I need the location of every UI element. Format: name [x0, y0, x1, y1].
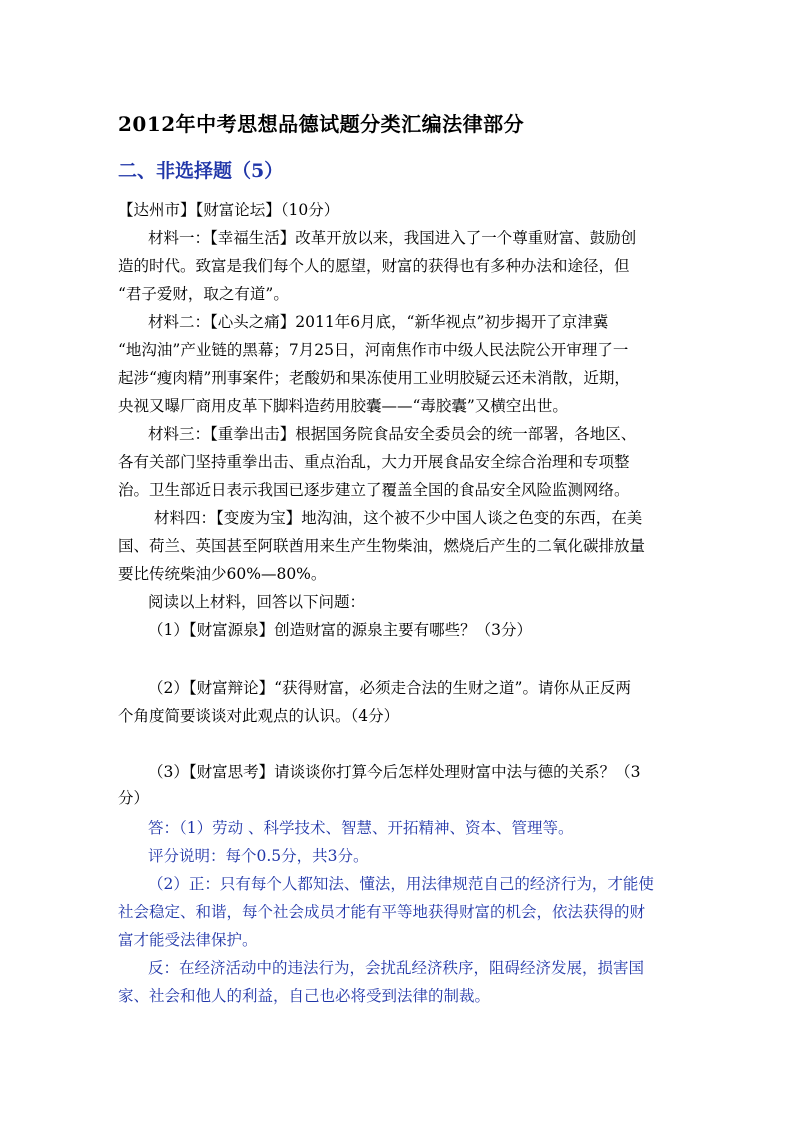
section-heading: 二、非选择题（5）	[118, 160, 284, 182]
question-3-line: 分）	[118, 789, 150, 807]
question-3-line: （3）【财富思考】请谈谈你打算今后怎样处理财富中法与德的关系？（3	[148, 763, 641, 781]
question-header: 【达州市】【财富论坛】（10分）	[118, 201, 340, 219]
scoring-note: 评分说明：每个0.5分，共3分。	[148, 847, 369, 865]
material4-line: 材料四：【变废为宝】地沟油，这个被不少中国人谈之色变的东西，在美	[154, 509, 643, 527]
material2-line: “地沟油”产业链的黑幕；7月25日，河南焦作市中级人民法院公开审理了一	[118, 341, 629, 359]
question-2-line: 个角度简要谈谈对此观点的认识。（4分）	[118, 707, 400, 725]
material1-line: 材料一：【幸福生活】改革开放以来，我国进入了一个尊重财富、鼓励创	[148, 229, 637, 247]
material3-line: 各有关部门坚持重拳出击、重点治乱，大力开展食品安全综合治理和专项整	[118, 453, 630, 471]
answer-2-negative-line: 反：在经济活动中的违法行为，会扰乱经济秩序，阻碍经济发展，损害国	[148, 959, 645, 977]
material4-line: 国、荷兰、英国甚至阿联酋用来生产生物柴油，燃烧后产生的二氧化碳排放量	[118, 537, 646, 555]
answer-2-positive-line: （2）正：只有每个人都知法、懂法，用法律规范自己的经济行为，才能使	[148, 875, 654, 893]
material1-line: “君子爱财，取之有道”。	[118, 285, 289, 303]
question-1: （1）【财富源泉】创造财富的源泉主要有哪些？（3分）	[148, 621, 532, 639]
answer-1: 答：（1）劳动 、科学技术、智慧、开拓精神、资本、管理等。	[148, 819, 574, 837]
question-2-line: （2）【财富辩论】“获得财富，必须走合法的生财之道”。请你从正反两	[148, 679, 631, 697]
instruction-text: 阅读以上材料，回答以下问题：	[148, 593, 366, 611]
material4-line: 要比传统柴油少60%—80%。	[118, 565, 327, 583]
material1-line: 造的时代。致富是我们每个人的愿望，财富的获得也有多种办法和途径，但	[118, 257, 630, 275]
answer-2-positive-line: 富才能受法律保护。	[118, 931, 258, 949]
material3-line: 材料三：【重拳出击】根据国务院食品安全委员会的统一部署，各地区、	[148, 425, 637, 443]
material2-line: 材料二：【心头之痛】2011年6月底，“新华视点”初步揭开了京津冀	[148, 313, 609, 331]
answer-2-positive-line: 社会稳定、和谐，每个社会成员才能有平等地获得财富的机会，依法获得的财	[118, 903, 646, 921]
page-title: 2012年中考思想品德试题分类汇编法律部分	[118, 112, 525, 136]
material3-line: 治。卫生部近日表示我国已逐步建立了覆盖全国的食品安全风险监测网络。	[118, 481, 630, 499]
answer-2-negative-line: 家、社会和他人的利益，自己也必将受到法律的制裁。	[118, 987, 491, 1005]
material2-line: 起涉“瘦肉精”刑事案件；老酸奶和果冻使用工业明胶疑云还未消散，近期，	[118, 369, 630, 387]
material2-line: 央视又曝厂商用皮革下脚料造药用胶囊——“毒胶囊”又横空出世。	[118, 397, 568, 415]
